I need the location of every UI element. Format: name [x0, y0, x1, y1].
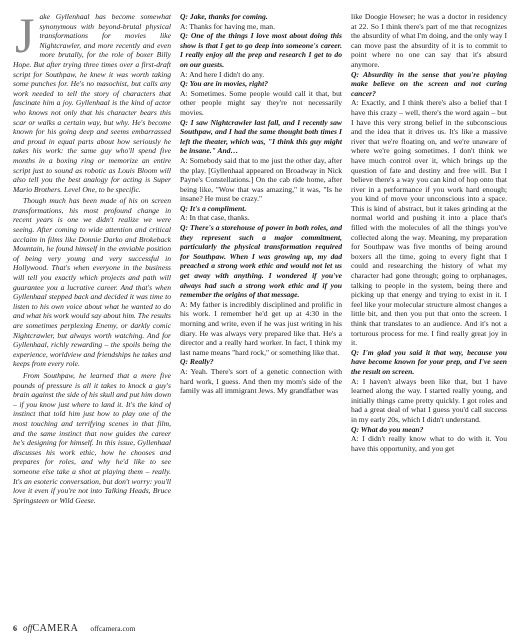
- brand-off: off: [23, 622, 33, 633]
- interview-question: Q: Absurdity in the sense that you're playing make believe on the screen and not curing cancer?: [351, 69, 507, 98]
- interview-answer: A: Thanks for having me, man.: [180, 21, 275, 31]
- interview-question: Q: I saw Nightcrawler last fall, and I recently saw Southpaw, and I had the same thought both times I left the theater, which was, "I think this guy might be insane." And…: [180, 117, 342, 156]
- website-link[interactable]: offcamera.com: [90, 623, 136, 633]
- interview-question: Q: What do you mean?: [351, 424, 424, 434]
- page-footer: [13, 622, 507, 634]
- interview-answer: A: Exactly, and I think there's also a belief that I have this crazy – well, there's the word again – but I have this very strong belief in the subconscious and the idea that it drives us. It's like a massive river that we're floating on, and we're unaware of where we're going sometimes. I don't think we have much control over it, which brings up the question of fate and destiny and free will. But I believe there's a way you can kind of hop onto that river in a performance if you work hard enough; you kind of move your unconscious into a space. This is kind of abstract, but it takes grinding at the normal world and pushing it into a place that's filled with the molecules of all the things you've collected along the way. Meaning, my preparation for Southpaw was five months of being around boxers all the time, going to every fight that I could and researching the history of what my character had gone through; going to orphanages, talking to people in the system, being there and picking up that energy and trying to exist in it. I feel like your molecular structure almost changes a little bit, and then you put that onto the screen. I think that translates to an audience. And it's not a torturous process for me. I find really great joy in it.: [351, 98, 507, 348]
- interview-column-2: [351, 12, 507, 620]
- brand-logo: [23, 623, 78, 634]
- brand-camera: CAMERA: [32, 622, 79, 634]
- intro-paragraph-1: ake Gyllenhaal has become somewhat synonymous with beyond-brutal physical transformations for movies like Nightcrawler, and more recently and even more brutally, for the role of boxer Billy Hope. But after trying three times over a first-draft script for Southpaw, he knew it was worth taking some punches for. He's no masochist, but calls any work needed to tell the story of characters that fascinate him a joy. Gyllenhaal is the kind of actor who knows not only that his character bears this scar or walks a certain way, but why. He's become known for his going deep and seems embarrassed and proud in equal parts about how seriously he takes his work: the same guy who'll spend five months in a boxing ring or memorize an entire script just to sound as robotic as Louis Bloom will also tell you the best analogy for acting is Super Mario Brothers. Level One, to be specific.: [13, 12, 171, 194]
- interview-answer: A: Sometimes. Some people would call it that, but other people might say they're not necessarily movies.: [180, 88, 342, 117]
- intro-paragraph-2: Though much has been made of his on screen transformations, his most profound change in recent years is one we didn't realize we were seeing. After coming to wide attention and critical acclaim in films like Donnie Darko and Brokeback Mountain, he found himself in the enviable position of being very young and very successful in Hollywood. That's when everyone in the business will tell you exactly which projects and path will guarantee you a lucrative career. And that's when Gyllenhaal stepped back and decided it was time to listen to his own voice about what he wanted to do and what his work would say about him. The results are sometimes perplexing Enemy, or darkly comic Nightcrawler, but always worth watching. And for Gyllenhaal, richly rewarding – the spoils being the experience, worldview and friendships he takes and keeps from every role.: [13, 196, 171, 369]
- interview-question: Q: You are in movies, right?: [180, 79, 269, 89]
- interview-question: Q: One of the things I love most about doing this show is that I get to go deep into someone's career. I really enjoy all the prep and research I get to do on our guests.: [180, 31, 342, 69]
- interview-answer: A: And here I didn't do any.: [180, 69, 265, 79]
- interview-question: Q: It's a compliment.: [180, 203, 247, 213]
- page-number: 6: [13, 623, 17, 633]
- interview-question: Q: Jake, thanks for coming.: [180, 12, 268, 21]
- interview-answer: A: Yeah. There's sort of a genetic connection with hard work, I guess. And then my mom's side of the family was all immigrant Jews. My grandfather was: [180, 366, 342, 396]
- intro-paragraph-3: From Southpaw, he learned that a mere five pounds of pressure is all it takes to knock a guy's brain against the side of his skull and put him down – if you know just where to land it. It's the kind of instinct that told him just how to play one of the most touching and terrifying scenes in that film, and the same instinct that now guides the career he's designing for himself. In this issue, Gyllenhaal discusses his work ethic, how he chooses and prepares for roles, and why he'd like to see someone else take a shot at playing them – really. It's an esoteric conversation, but don't worry: you'll love it even if you're not into Talking Heads, Bruce Springsteen or Wild Geese.: [13, 370, 171, 505]
- interview-question: Q: There's a storehouse of power in both roles, and they represent such a major commitment, particularly the physical transformation required for Southpaw. When I was growing up, my dad preached a strong work ethic and would not let us get away with anything. I wondered if you've always had such a strong work ethic and if you remember the origins of that message.: [180, 223, 342, 300]
- interview-answer: A: In that case, thanks.: [180, 213, 250, 223]
- drop-cap: J: [15, 12, 35, 63]
- interview-answer: like Doogie Howser; he was a doctor in residency at 22. So I think there's part of me that recognizes the absurdity of what I'm doing, and the only way I can move past the absurdity of it is to commit to point where no one can say that it's absurd anymore.: [351, 12, 507, 69]
- interview-answer: A: I haven't always been like that, but I have learned along the way. I started really young, and initially things came pretty quickly. I got roles and had a great deal of what I guess you'd call success in my early 20s, which I didn't understand.: [351, 376, 507, 424]
- intro-column: [13, 12, 171, 620]
- interview-answer: A: I didn't really know what to do with it. You have this opportunity, and you get: [351, 434, 507, 453]
- interview-answer: A: Somebody said that to me just the other day, after the play. [Gyllenhaal appeared on Broadway in Nick Payne's Constellations.] On the cab ride home, after being like, "Wow that was amazing," it was, "Is he insane? He must be crazy.": [180, 155, 342, 204]
- interview-question: Q: I'm glad you said it that way, because you have become known for your prep, and I've seen the result on screen.: [351, 347, 507, 376]
- interview-column-1: [180, 12, 342, 620]
- interview-question: Q: Really?: [180, 357, 214, 367]
- interview-answer: A: My father is incredibly disciplined and prolific in his work. I remember he'd get up at 4:30 in the morning and write, even if he was just writing in his diary. He was always very prepared like that. He's a director and a really hard worker. In fact, I think my last name means "hard rock," or something like that.: [180, 299, 342, 357]
